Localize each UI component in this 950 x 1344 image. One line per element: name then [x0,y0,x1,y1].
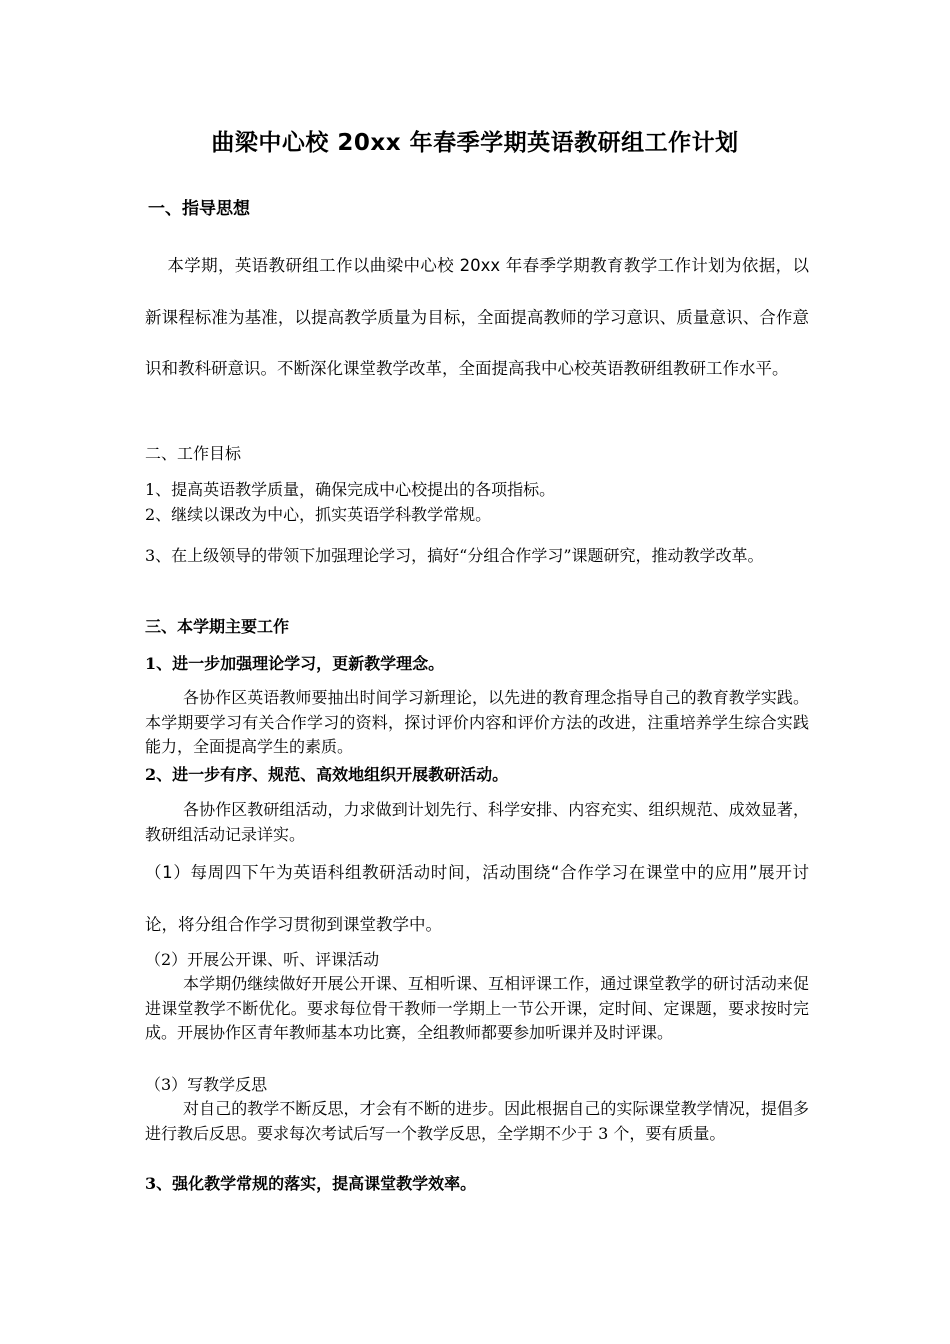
goal-item: 1、提高英语教学质量，确保完成中心校提出的各项指标。 [145,480,556,499]
section1-heading: 一、指导思想 [148,199,250,219]
work-item-1-body [145,686,809,760]
goal-item: 3、在上级领导的带领下加强理论学习，搞好“分组合作学习”课题研究，推动教学改革。 [145,546,764,565]
work-item-2-heading: 2、进一步有序、规范、高效地组织开展教研活动。 [145,765,509,784]
work-item-1-heading: 1、进一步加强理论学习，更新教学理念。 [145,654,445,673]
sub-item-3-text: 对自己的教学不断反思，才会有不断的进步。因此根据自己的实际课堂教学情况，提倡多进行教后反思。要求每次考试后写一个教学反思，全学期不少于 3 个，要有质量。 [145,1099,809,1143]
document-title: 曲梁中心校 20xx 年春季学期英语教研组工作计划 [211,130,739,156]
work-item-1-text: 各协作区英语教师要抽出时间学习新理论，以先进的教育理念指导自己的教育教学实践。本学期要学习有关合作学习的资料，探讨评价内容和评价方法的改进，注重培养学生综合实践能力，全面提高学生的素质。 [145,688,809,756]
sub-item-2-heading: （2）开展公开课、听、评课活动 [145,950,380,969]
sub-item-1: （1）每周四下午为英语科组教研活动时间，活动围绕“合作学习在课堂中的应用”展开讨论，将分组合作学习贯彻到课堂教学中。 [145,863,809,934]
sub-item-3-heading: （3）写教学反思 [145,1075,268,1094]
section1-body [145,240,809,395]
work-item-2-body [145,798,809,847]
work-item-2-text: 各协作区教研组活动，力求做到计划先行、科学安排、内容充实、组织规范、成效显著，教研组活动记录详实。 [145,800,809,844]
section1-body-text: 本学期，英语教研组工作以曲梁中心校 20xx 年春季学期教育教学工作计划为依据，以新课程标准为基准，以提高教学质量为目标，全面提高教师的学习意识、质量意识、合作意识和教科研意识。不断深化课堂教学改革，全面提高我中心校英语教研组教研工作水平。 [145,256,809,378]
work-item-3-heading: 3、强化教学常规的落实，提高课堂教学效率。 [145,1174,477,1193]
sub-item-2-body [145,972,809,1046]
sub-item-2-text: 本学期仍继续做好开展公开课、互相听课、互相评课工作，通过课堂教学的研讨活动来促进课堂教学不断优化。要求每位骨干教师一学期上一节公开课，定时间、定课题，要求按时完成。开展协作区青年教师基本功比赛，全组教师都要参加听课并及时评课。 [145,974,809,1042]
goal-item: 2、继续以课改为中心，抓实英语学科教学常规。 [145,505,492,524]
section2-heading: 二、工作目标 [145,444,242,463]
sub-item-3-body [145,1097,809,1146]
section3-heading: 三、本学期主要工作 [145,617,290,636]
